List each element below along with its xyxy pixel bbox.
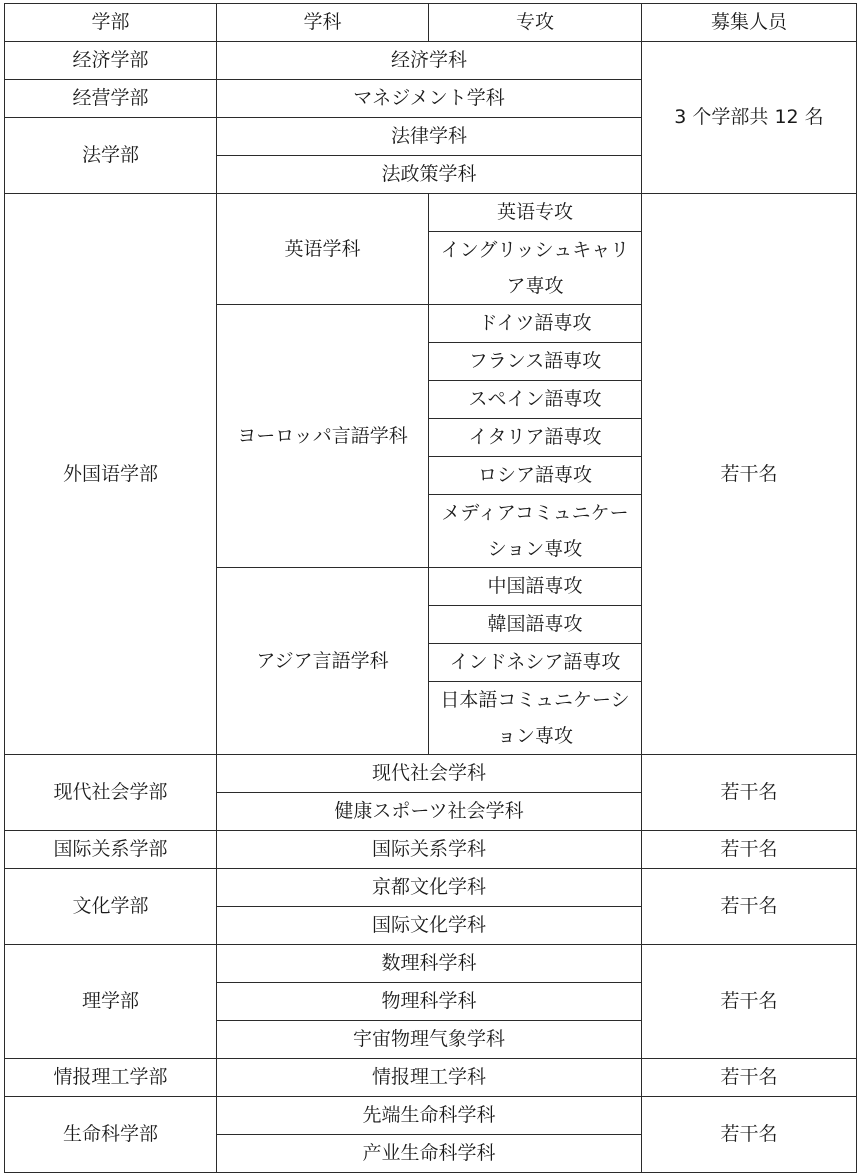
quota-cell: 若干名	[642, 1059, 857, 1097]
faculty-cell: 外国语学部	[5, 194, 217, 755]
department-cell: ヨーロッパ言語学科	[217, 305, 429, 568]
quota-cell: 若干名	[642, 1097, 857, 1173]
department-cell: 英语学科	[217, 194, 429, 305]
department-cell: 宇宙物理气象学科	[217, 1021, 642, 1059]
department-cell: マネジメント学科	[217, 80, 642, 118]
table-row	[5, 869, 857, 907]
header-major: 专攻	[429, 4, 642, 42]
table-row	[5, 945, 857, 983]
department-cell: 健康スポーツ社会学科	[217, 793, 642, 831]
department-cell: 国际文化学科	[217, 907, 642, 945]
department-cell: アジア言語学科	[217, 568, 429, 755]
faculty-cell: 国际关系学部	[5, 831, 217, 869]
quota-cell: 若干名	[642, 945, 857, 1059]
table-row	[5, 194, 857, 232]
table-row	[5, 1097, 857, 1135]
faculty-cell: 生命科学部	[5, 1097, 217, 1173]
quota-cell: 若干名	[642, 755, 857, 831]
department-cell: 物理科学科	[217, 983, 642, 1021]
department-cell: 现代社会学科	[217, 755, 642, 793]
faculty-cell: 文化学部	[5, 869, 217, 945]
faculty-cell: 法学部	[5, 118, 217, 194]
faculty-cell: 现代社会学部	[5, 755, 217, 831]
major-cell: イタリア語専攻	[429, 419, 642, 457]
faculty-cell: 理学部	[5, 945, 217, 1059]
major-cell: 英语专攻	[429, 194, 642, 232]
table-row	[5, 1059, 857, 1097]
header-row	[5, 4, 857, 42]
department-cell: 先端生命科学科	[217, 1097, 642, 1135]
major-cell: メディアコミュニケーション専攻	[429, 495, 642, 568]
major-cell: 日本語コミュニケーション専攻	[429, 682, 642, 755]
major-cell: スペイン語専攻	[429, 381, 642, 419]
faculty-cell: 情报理工学部	[5, 1059, 217, 1097]
department-cell: 经济学科	[217, 42, 642, 80]
department-cell: 产业生命科学科	[217, 1135, 642, 1173]
faculty-cell: 经营学部	[5, 80, 217, 118]
header-quota: 募集人员	[642, 4, 857, 42]
header-faculty: 学部	[5, 4, 217, 42]
department-cell: 法律学科	[217, 118, 642, 156]
major-cell: イングリッシュキャリア専攻	[429, 232, 642, 305]
department-cell: 数理科学科	[217, 945, 642, 983]
faculty-cell: 经济学部	[5, 42, 217, 80]
major-cell: フランス語専攻	[429, 343, 642, 381]
department-cell: 京都文化学科	[217, 869, 642, 907]
major-cell: 中国語専攻	[429, 568, 642, 606]
major-cell: ロシア語専攻	[429, 457, 642, 495]
quota-cell: 3 个学部共 12 名	[642, 42, 857, 194]
department-cell: 情报理工学科	[217, 1059, 642, 1097]
header-department: 学科	[217, 4, 429, 42]
admissions-table	[4, 3, 857, 1173]
table-row	[5, 831, 857, 869]
department-cell: 法政策学科	[217, 156, 642, 194]
table-row	[5, 42, 857, 80]
quota-cell: 若干名	[642, 194, 857, 755]
quota-cell: 若干名	[642, 869, 857, 945]
major-cell: ドイツ語専攻	[429, 305, 642, 343]
major-cell: 韓国語専攻	[429, 606, 642, 644]
department-cell: 国际关系学科	[217, 831, 642, 869]
quota-cell: 若干名	[642, 831, 857, 869]
table-row	[5, 755, 857, 793]
major-cell: インドネシア語専攻	[429, 644, 642, 682]
